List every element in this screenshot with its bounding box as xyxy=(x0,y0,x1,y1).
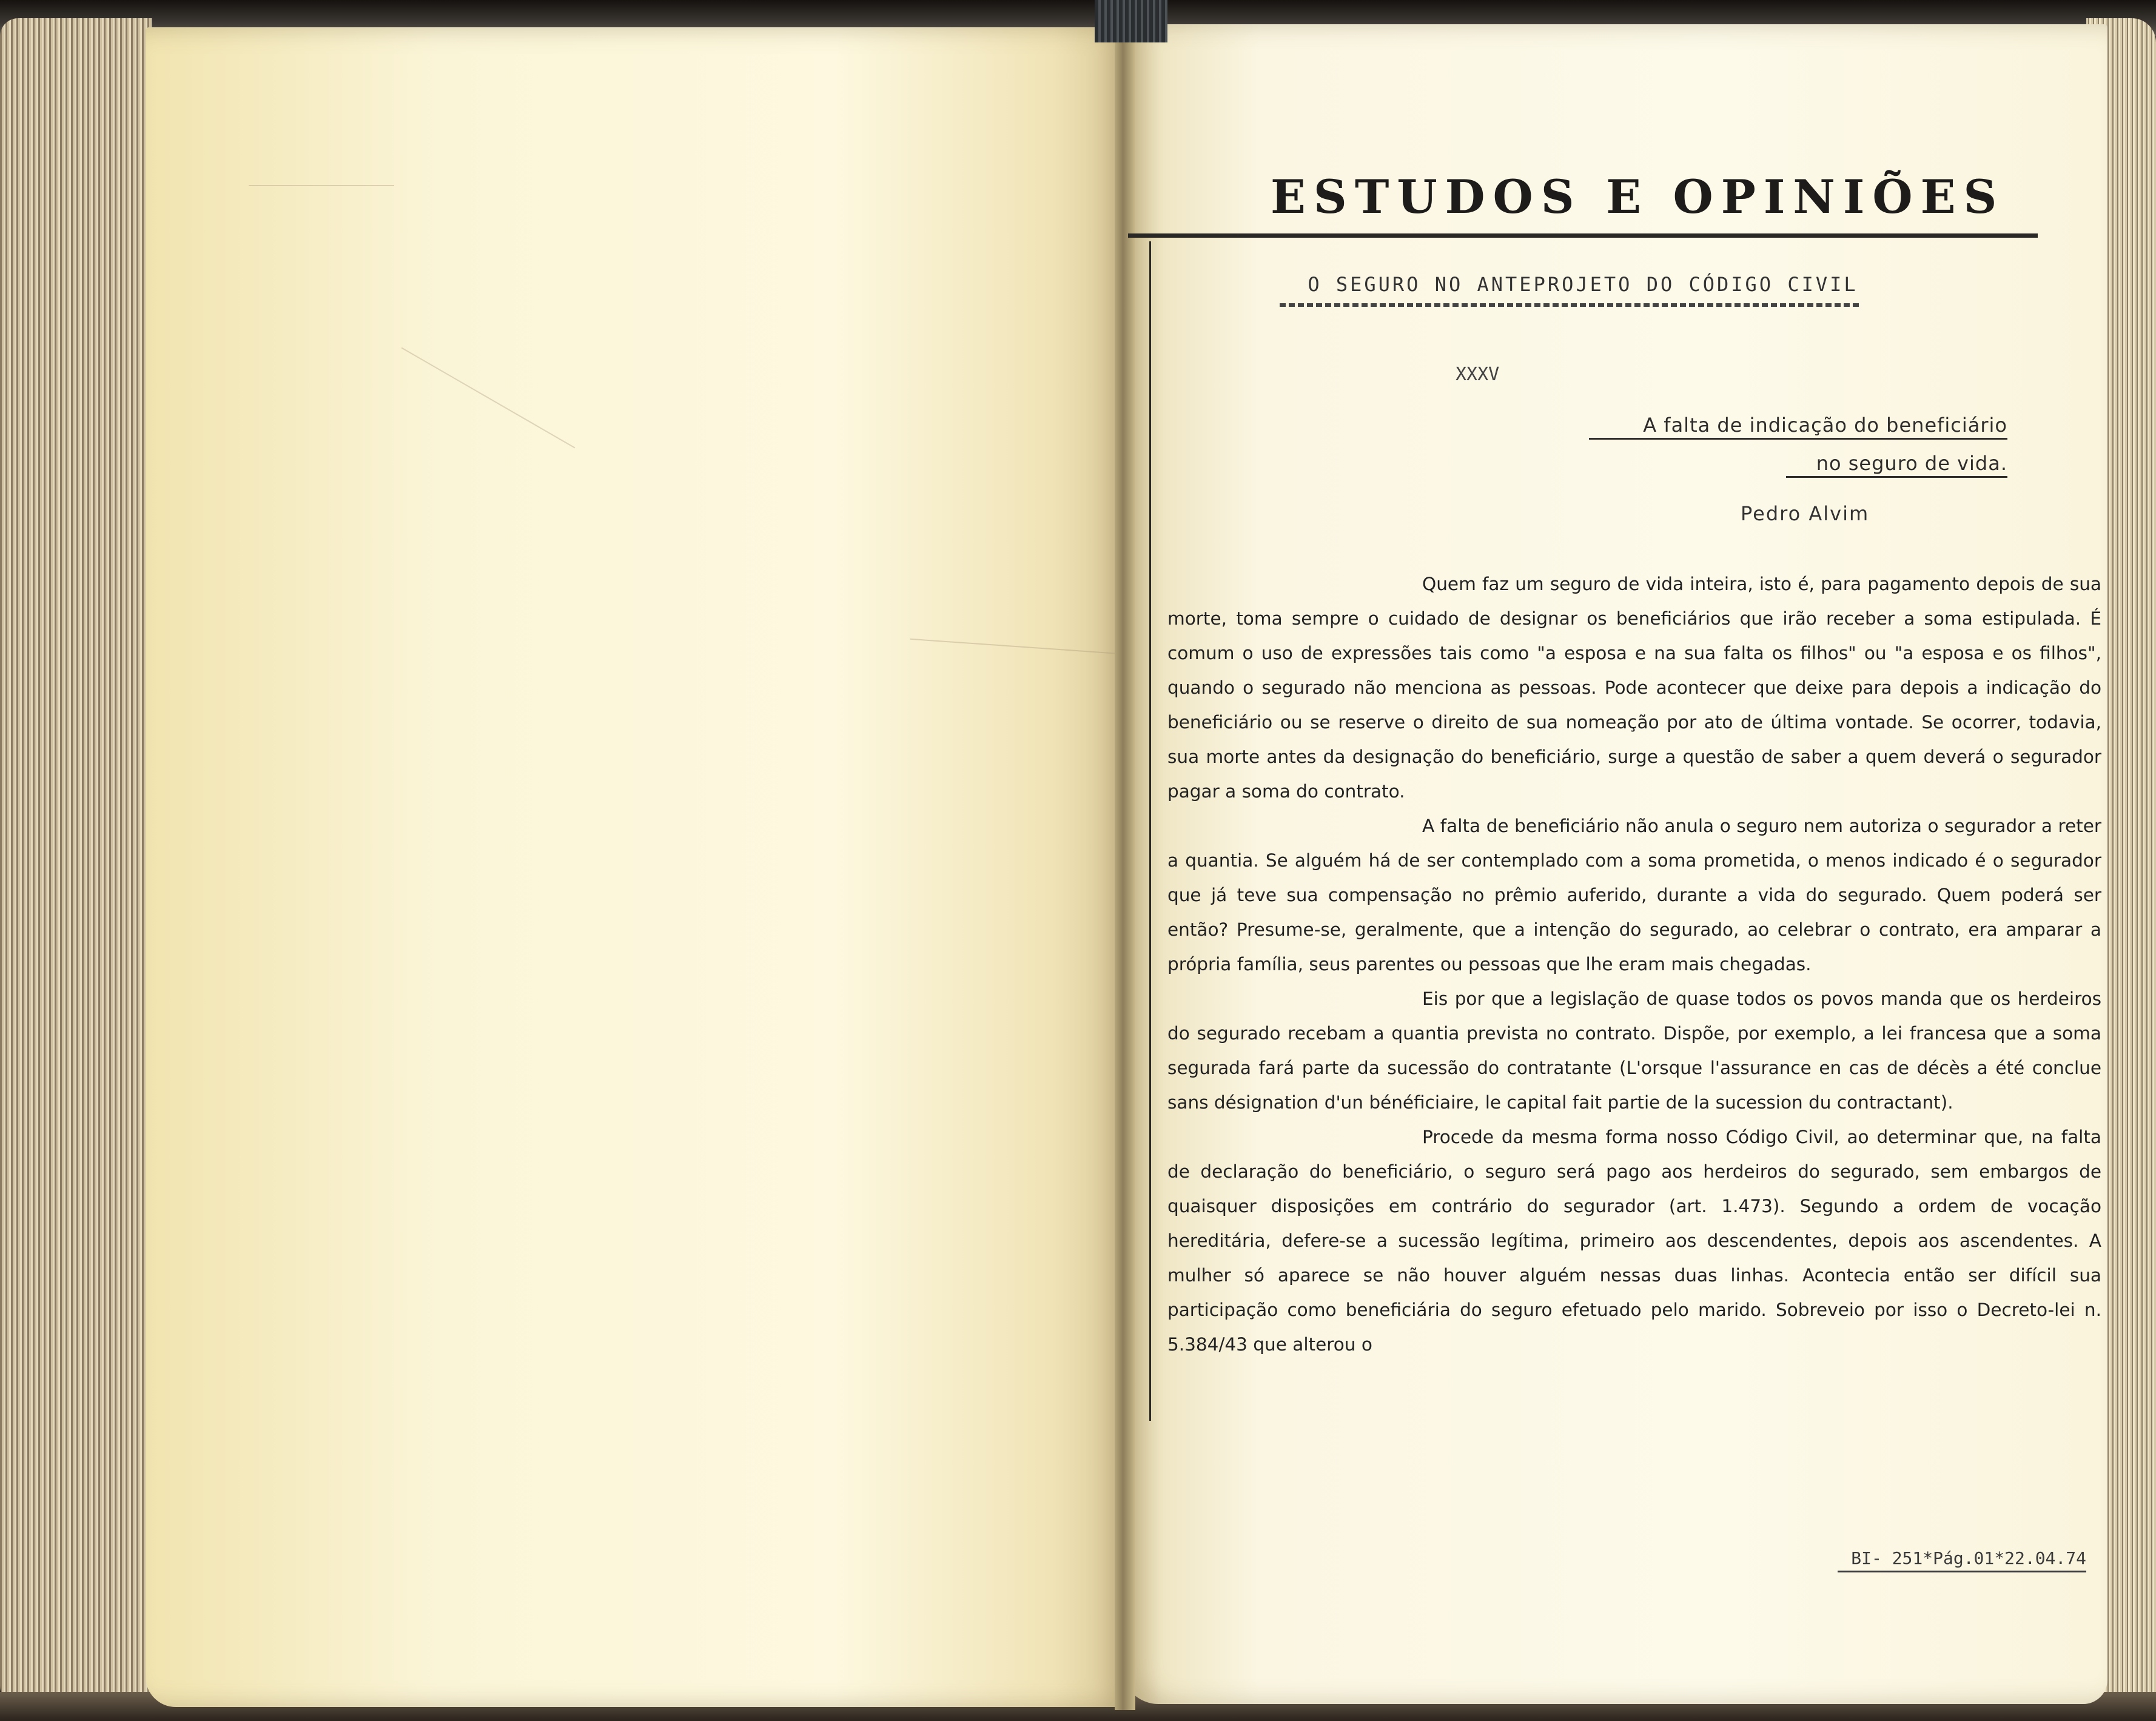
left-page-stack xyxy=(0,18,152,1710)
spine-top xyxy=(1095,0,1167,42)
paragraph: A falta de beneficiário não anula o seguro nem autoriza o segurador a reter a quantia. Se alguém há de ser contemplado com a soma prometida, o menos indicado é o segurador que já teve sua compensação no prêmio auferido, durante a vida do segurado. Quem poderá ser então? Presume-se, geralmente, que a intenção do segurado, ao celebrar o contrato, era amparar a própria família, seus parentes ou pessoas que lhe eram mais chegadas. xyxy=(1167,816,2101,975)
paragraph: Procede da mesma forma nosso Código Civil, ao determinar que, na falta de declaração do beneficiário, o seguro será pago aos herdeiros do segurado, sem embargos de quaisquer disposições em contrário do segurador (art. 1.473). Segundo a ordem de vocação hereditária, defere-se a sucessão legítima, primeiro aos descendentes, depois aos ascendentes. A mulher só aparece se não houver alguém nessas duas linhas. Acontecia então ser difícil sua participação como beneficiária do seguro efetuado pelo marido. Sobreveio por isso o Decreto-lei n. 5.384/43 que alterou o xyxy=(1167,1127,2101,1355)
page-footer: BI- 251*Pág.01*22.04.74 xyxy=(1838,1548,2086,1572)
heading-rule xyxy=(1128,233,2038,238)
paragraph: Quem faz um seguro de vida inteira, isto é, para pagamento depois de sua morte, toma sempre o cuidado de designar os beneficiários que irão receber a soma estipulada. É comum o uso de expressões tais como "a esposa e na sua falta os filhos" ou "a esposa e os filhos", quando o segurado não menciona as pessoas. Pode acontecer que deixe para depois a indicação do beneficiário ou se reserve o direito de sua nomeação por ato de última vontade. Se ocorrer, todavia, sua morte antes da designação do beneficiário, surge a questão de saber a quem deverá o segurador pagar a soma do contrato. xyxy=(1167,574,2101,802)
book-gutter xyxy=(1115,24,1135,1710)
paragraph: Eis por que a legislação de quase todos os povos manda que os herdeiros do segurado recebam a quantia prevista no contrato. Dispõe, por exemplo, a lei francesa que a soma segurada fará parte da sucessão do contratante (L'orsque l'assurance en cas de décès a été conclue sans désignation d'un bénéficiaire, le capital fait partie de la sucession du contractant). xyxy=(1167,988,2101,1113)
series-title: O SEGURO NO ANTEPROJETO DO CÓDIGO CIVIL xyxy=(1308,273,1858,296)
margin-rule xyxy=(1149,241,1151,1421)
bleed-mark xyxy=(401,347,576,449)
series-title-rule xyxy=(1280,303,1862,307)
subtitle-line-1: A falta de indicação do beneficiário xyxy=(1589,414,2007,440)
bleed-mark xyxy=(910,639,1121,654)
left-page-blank xyxy=(146,27,1131,1707)
article-body xyxy=(1167,567,2101,1362)
section-heading: ESTUDOS E OPINIÕES xyxy=(1271,170,2005,224)
subtitle-line-2: no seguro de vida. xyxy=(1786,452,2007,478)
author-name: Pedro Alvim xyxy=(1741,502,1870,525)
bleed-mark xyxy=(249,185,394,186)
article-number: XXXV xyxy=(1456,364,1500,385)
